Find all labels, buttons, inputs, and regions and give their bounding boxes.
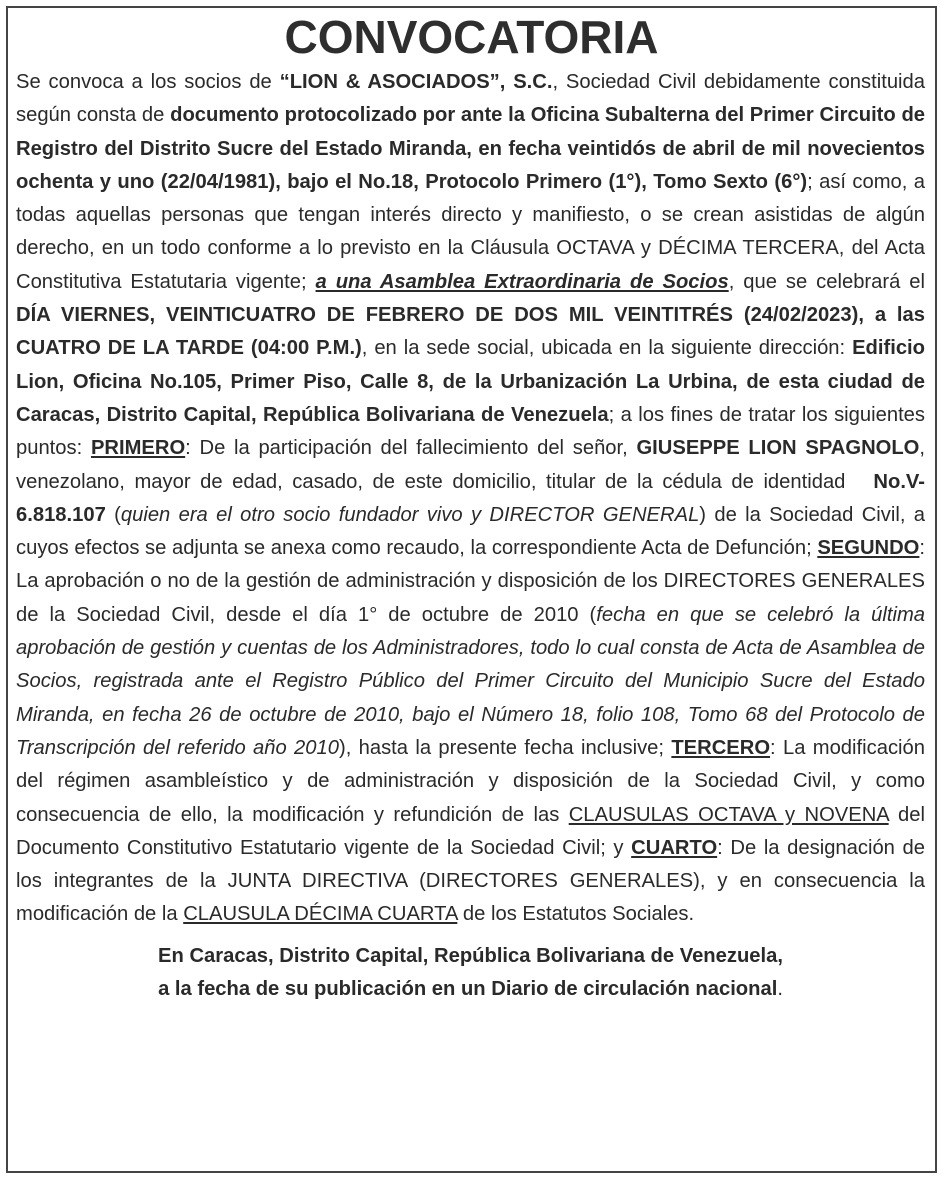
assembly-date-time: DÍA VIERNES, VEINTICUATRO DE FEBRERO DE DOS MIL VEINTITRÉS (24/02/2023), a las CUATRO DE LA TARDE (04:00 P.M.)	[16, 304, 925, 360]
text-segment: , en la sede social, ubicada en la siguiente dirección:	[361, 337, 853, 360]
point-second-label: SEGUNDO	[817, 537, 920, 560]
assembly-type-text: a una Asamblea Extraordinaria de Socios	[315, 270, 729, 293]
deceased-name: GIUSEPPE LION SPAGNOLO	[636, 437, 920, 460]
footer-period: .	[777, 978, 783, 1001]
notice-frame	[6, 6, 937, 1173]
deceased-note: quien era el otro socio fundador vivo y DIRECTOR GENERAL	[120, 503, 700, 526]
registry-details: documento protocolizado por ante la Oficina Subalterna del Primer Circuito de Registro del Distrito Sucre del Estado Miranda, en fecha veintidós de abril de mil novecientos ochenta y uno (22/04/1981), bajo el No.18, Protocolo Primero (1°), Tomo Sexto (6°)	[16, 104, 926, 193]
footer-line-2	[16, 973, 925, 1006]
assembly-address: Edificio Lion, Oficina No.105, Primer Piso, Calle 8, de la Urbanización La Urbina, de esta ciudad de Caracas, Distrito Capital, República Bolivariana de Venezuela	[16, 337, 925, 426]
clause-fourteenth: CLAUSULA DÉCIMA CUARTA	[183, 903, 458, 926]
approval-note: fecha en que se celebró la última aprobación de gestión y cuentas de los Administradores, todo lo cual consta de Acta de Asamblea de Socios, registrada ante el Registro Público del Primer Circuito del Municipio Sucre del Estado Miranda, en fecha 26 de octubre de 2010, bajo el Número 18, folio 108, Tomo 68 del Protocolo de Transcripción del referido año 2010	[16, 603, 925, 759]
text-segment: ) de la Sociedad Civil, a cuyos efectos se adjunta se anexa como recaudo, la correspondiente Acta de Defunción;	[16, 503, 925, 560]
text-segment: : De la designación de los integrantes de la JUNTA DIRECTIVA (DIRECTORES GENERALES), y en consecuencia la modificación de la	[16, 836, 925, 926]
clauses-eighth-ninth: CLAUSULAS OCTAVA y NOVENA	[568, 803, 889, 826]
text-segment: ; a los fines de tratar los siguientes puntos:	[16, 403, 925, 460]
text-segment: : La aprobación o no de la gestión de administración y disposición de los DIRECTORES GENERALES de la Sociedad Civil, desde el día 1° de octubre de 2010 (	[16, 537, 925, 626]
company-name: “LION & ASOCIADOS”, S.C.	[279, 71, 553, 93]
text-segment: : De la participación del fallecimiento del señor,	[185, 437, 637, 460]
text-segment: ; así como, a todas aquellas personas que tengan interés directo y manifiesto, o se crean asistidas de algún derecho, en un todo conforme a lo previsto en la Cláusula OCTAVA y DÉCIMA TERCERA, del Acta Constitutiva Estatutaria vigente;	[16, 170, 925, 293]
text-segment: Se convoca a los socios de	[16, 71, 280, 93]
text-segment: (	[105, 503, 121, 526]
text-segment: : La modificación del régimen asambleístico y de administración y disposición de la Sociedad Civil, y como consecuencia de ello, la modificación y refundición de las	[16, 736, 925, 826]
assembly-type	[316, 271, 729, 293]
text-segment: ), hasta la presente fecha inclusive;	[338, 736, 672, 759]
text-segment: del Documento Constitutivo Estatutario vigente de la Sociedad Civil; y	[16, 803, 925, 859]
text-segment: , que se celebrará el	[728, 270, 926, 293]
text-segment: de los Estatutos Sociales.	[457, 903, 695, 926]
text-segment: , venezolano, mayor de edad, casado, de este domicilio, titular de la cédula de identidad	[16, 437, 925, 493]
notice-title: CONVOCATORIA	[284, 11, 659, 63]
point-first-label: PRIMERO	[90, 437, 186, 460]
notice-body	[16, 66, 925, 932]
point-fourth-label: CUARTO	[631, 836, 718, 859]
point-third-label: TERCERO	[671, 736, 771, 759]
footer-line-1: En Caracas, Distrito Capital, República Bolivariana de Venezuela,	[158, 944, 783, 967]
text-segment: , Sociedad Civil debidamente constituida según consta de	[16, 71, 925, 127]
footer-line-2-text: a la fecha de su publicación en un Diario de circulación nacional	[158, 978, 778, 1001]
id-number: No.V-6.818.107	[16, 470, 925, 526]
notice-footer	[16, 940, 925, 1007]
